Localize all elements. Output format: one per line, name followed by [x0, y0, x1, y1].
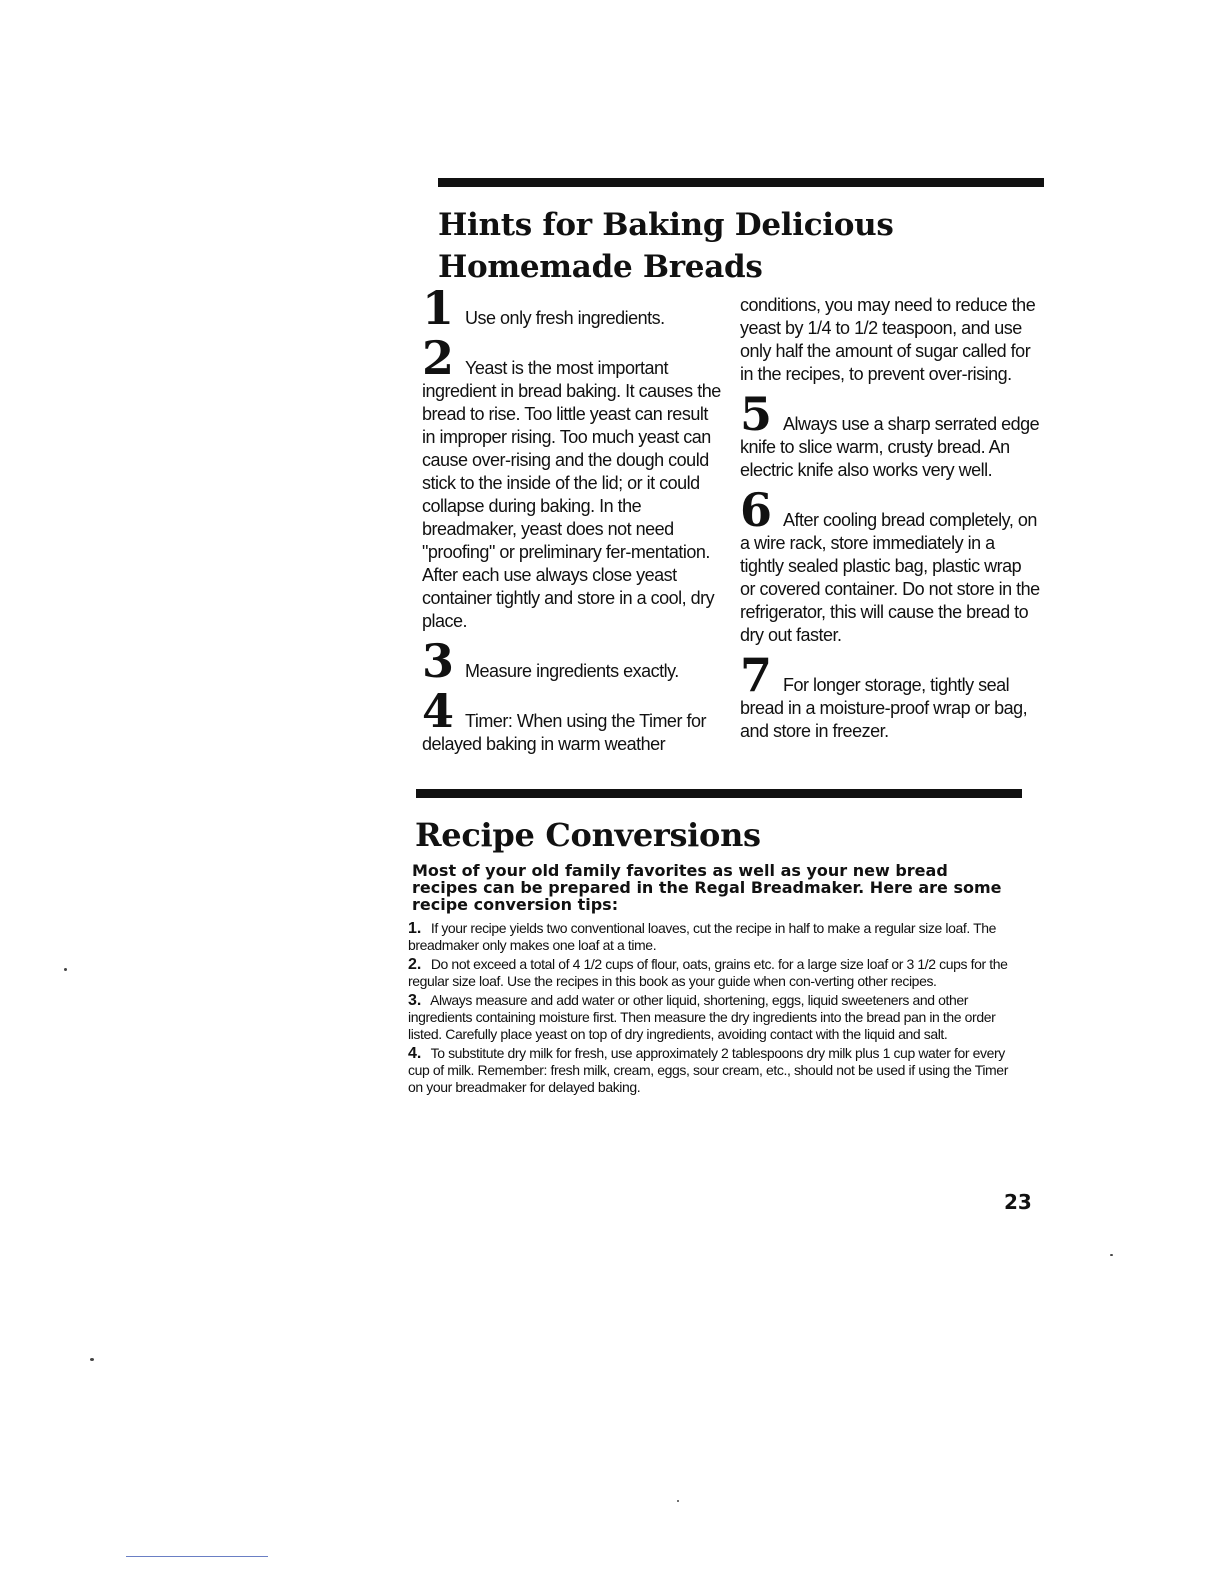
- hint-continuation-text: conditions, you may need to reduce the yeast by 1/4 to 1/2 teaspoon, and use only half the amount of sugar called for in the recipes, to prevent over-rising.: [740, 295, 1036, 384]
- scan-underline-mark: [126, 1556, 268, 1557]
- tip-text: To substitute dry milk for fresh, use approximately 2 tablespoons dry milk plus 1 cup water for every cup of milk. Remember: fresh milk, cream, eggs, sour cream, etc., should not be used if using the Timer on your breadmaker for delayed baking.: [408, 1045, 1008, 1095]
- scan-speck: [90, 1358, 94, 1361]
- hint-number: 2: [422, 331, 455, 385]
- middle-divider-rule: [416, 789, 1022, 798]
- scan-speck: [1110, 1254, 1113, 1256]
- tip-item: [408, 920, 1018, 954]
- tip-number: 3.: [408, 992, 422, 1009]
- hint-text: Always use a sharp serrated edge knife to slice warm, crusty bread. An electric knife also works very well.: [740, 414, 1040, 480]
- scan-speck: [677, 1500, 679, 1502]
- hint-item: [422, 331, 722, 633]
- tip-number: 1.: [408, 920, 422, 937]
- scan-speck: [64, 968, 67, 971]
- hints-right-column: [740, 294, 1040, 751]
- hint-number: 1: [422, 281, 455, 335]
- tip-item: [408, 1045, 1018, 1096]
- hints-title: [438, 204, 998, 288]
- hint-item: [740, 483, 1040, 647]
- hint-text: Timer: When using the Timer for delayed baking in warm weather: [422, 711, 706, 754]
- tip-text: Do not exceed a total of 4 1/2 cups of flour, oats, grains etc. for a large size loaf or 3 1/2 cups for the regular size loaf. Use the recipes in this book as your guide when con-verting other recipes.: [408, 956, 1008, 989]
- hint-text: After cooling bread completely, on a wire rack, store immediately in a tightly sealed plastic bag, plastic wrap or covered container. Do not store in the refrigerator, this will cause the bread to dry out faster.: [740, 510, 1040, 645]
- tip-text: Always measure and add water or other liquid, shortening, eggs, liquid sweeteners and other ingredients containing moisture first. Then measure the dry ingredients into the bread pan in the order listed. Carefully place yeast on top of dry ingredients, avoiding contact with the liquid and salt.: [408, 992, 996, 1042]
- hint-item: [422, 281, 722, 335]
- hint-item: [422, 684, 722, 756]
- hints-title-line1: Hints for Baking Delicious: [438, 207, 894, 243]
- tip-text: If your recipe yields two conventional loaves, cut the recipe in half to make a regular size loaf. The breadmaker only makes one loaf at a time.: [408, 920, 996, 953]
- hint-item: [740, 387, 1040, 482]
- top-divider-rule: [438, 178, 1044, 187]
- tip-number: 2.: [408, 956, 422, 973]
- tip-item: [408, 992, 1018, 1043]
- recipe-intro: Most of your old family favorites as well as your new bread recipes can be prepared in the Regal Breadmaker. Here are some recipe conversion tips:: [412, 861, 1002, 914]
- hints-left-column: [422, 281, 722, 764]
- hint-number: 7: [740, 648, 773, 702]
- hint-text: Use only fresh ingredients.: [465, 308, 665, 328]
- hint-continuation: [740, 294, 1040, 386]
- hint-number: 6: [740, 483, 773, 537]
- recipe-tips-list: [408, 920, 1018, 1098]
- tip-item: [408, 956, 1018, 990]
- tip-number: 4.: [408, 1045, 422, 1062]
- hints-title-line2: Homemade Breads: [438, 249, 763, 285]
- page-number: 23: [1004, 1190, 1032, 1214]
- hint-text: Yeast is the most important ingredient in bread baking. It causes the bread to rise. Too little yeast can result in improper rising. Too much yeast can cause over-rising and the dough could stick to the inside of the lid; or it could collapse during baking. In the breadmaker, yeast does not need "proofing" or preliminary fer-mentation. After each use always close yeast container tightly and store in a cool, dry place.: [422, 358, 721, 631]
- hint-item: [422, 634, 722, 688]
- hint-number: 4: [422, 684, 455, 738]
- hint-text: For longer storage, tightly seal bread in a moisture-proof wrap or bag, and store in freezer.: [740, 675, 1028, 741]
- hint-item: [740, 648, 1040, 743]
- hint-text: Measure ingredients exactly.: [465, 661, 679, 681]
- recipe-title: Recipe Conversions: [415, 816, 761, 854]
- hint-number: 5: [740, 387, 773, 441]
- hint-number: 3: [422, 634, 455, 688]
